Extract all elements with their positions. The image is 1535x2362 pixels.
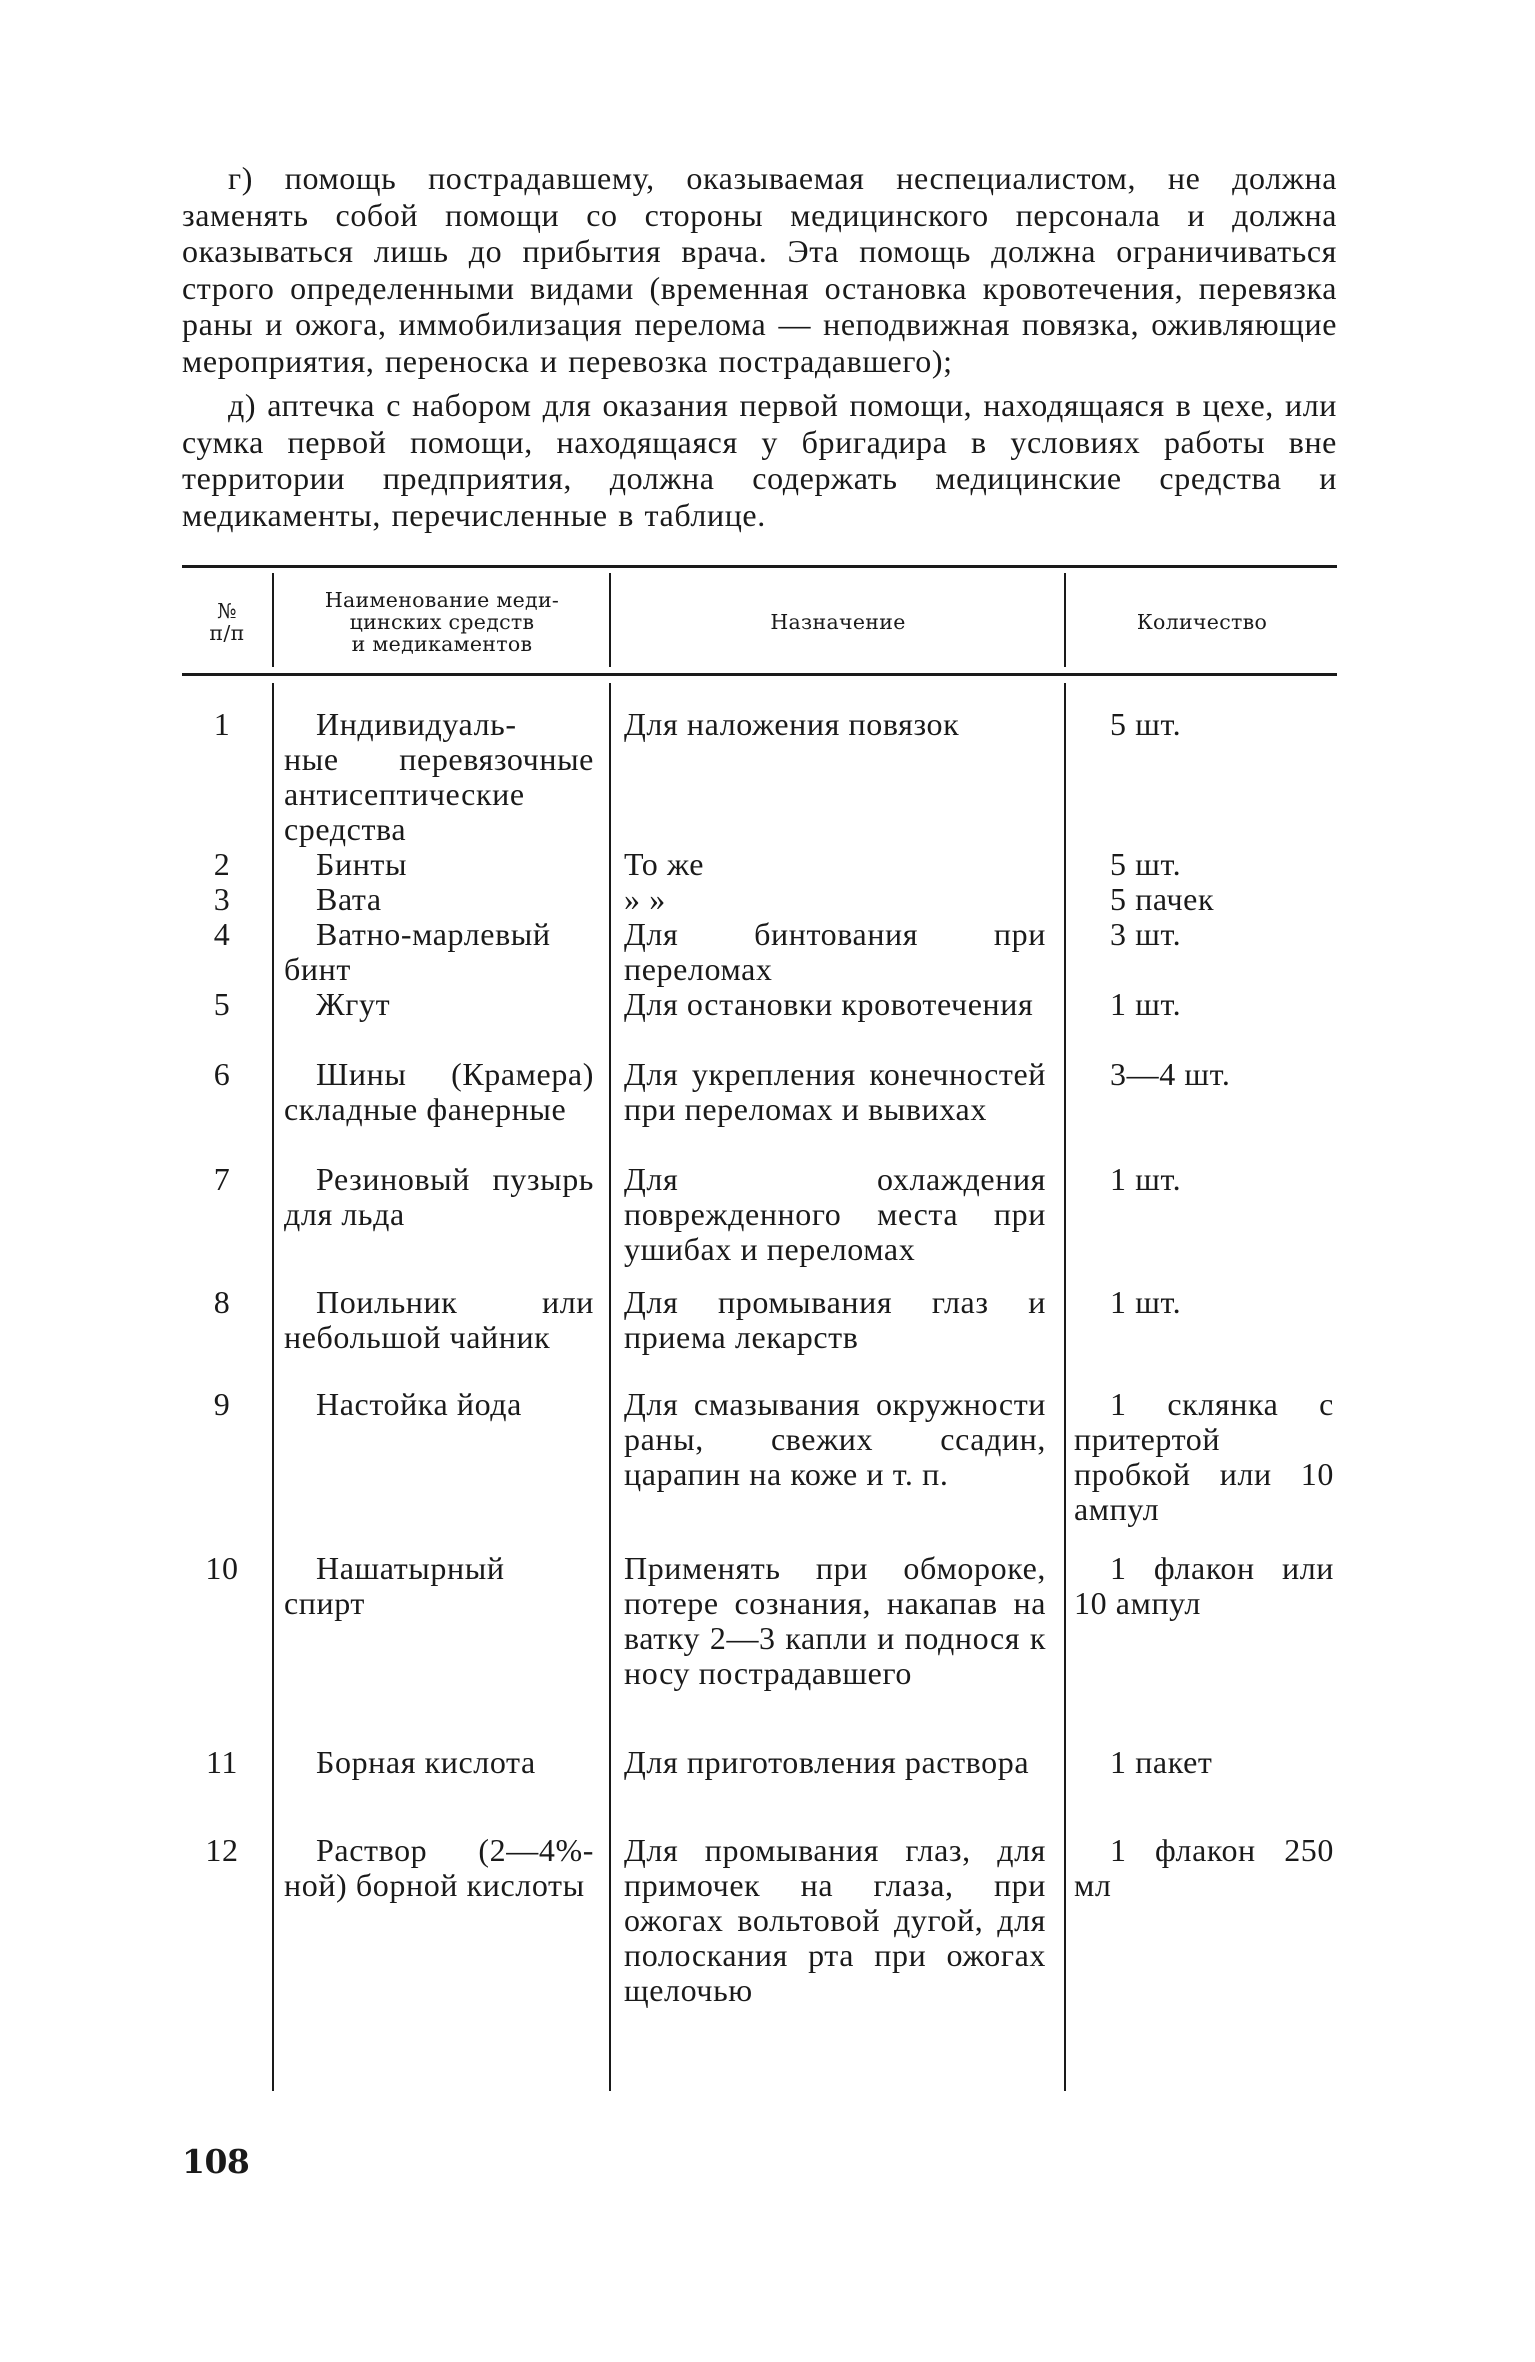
row-name: Ватно-марлевый бинт xyxy=(284,916,551,987)
row-purpose: Для остановки кровотечения xyxy=(624,986,1034,1022)
row-number: 11 xyxy=(205,1744,238,1780)
row-quantity: 1 шт. xyxy=(1110,1284,1182,1320)
row-purpose: Для приготовления раствора xyxy=(624,1744,1030,1780)
row-quantity: 1 склянка с притертой пробкой или 10 ампул xyxy=(1074,1386,1334,1527)
header-purpose: Назначение xyxy=(770,610,906,634)
row-number: 8 xyxy=(213,1284,231,1320)
row-quantity: 5 пачек xyxy=(1110,881,1215,917)
row-name: Индивидуаль- ные перевязочные антисептические средства xyxy=(284,706,594,847)
page-content xyxy=(182,160,1337,2093)
table-top-rule xyxy=(182,565,1337,568)
column-divider xyxy=(609,683,611,2091)
row-quantity: 1 флакон 250 мл xyxy=(1074,1832,1334,1903)
row-purpose: Для наложения повязок xyxy=(624,706,960,742)
row-name: Нашатырный спирт xyxy=(284,1550,505,1621)
row-name: Резиновый пузырь для льда xyxy=(284,1161,594,1232)
row-number: 6 xyxy=(213,1056,231,1092)
row-quantity: 1 шт. xyxy=(1110,1161,1182,1197)
row-number: 1 xyxy=(213,706,231,742)
row-quantity: 1 шт. xyxy=(1110,986,1182,1022)
row-name: Шины (Крамера) складные фанерные xyxy=(284,1056,594,1127)
row-name: Бинты xyxy=(316,846,408,882)
header-divider xyxy=(1064,573,1066,667)
row-quantity: 3 шт. xyxy=(1110,916,1182,952)
row-purpose: Применять при обмороке, потере сознания, накапав на ватку 2—3 капли и поднося к носу пострадавшего xyxy=(624,1550,1046,1691)
row-name: Поильник или небольшой чайник xyxy=(284,1284,594,1355)
row-number: 5 xyxy=(213,986,231,1022)
row-quantity: 1 флакон или 10 ампул xyxy=(1074,1550,1334,1621)
row-number: 7 xyxy=(213,1161,231,1197)
header-divider xyxy=(609,573,611,667)
row-quantity: 3—4 шт. xyxy=(1110,1056,1231,1092)
row-purpose: Для промывания глаз и приема лекарств xyxy=(624,1284,1046,1355)
header-number: № п/п xyxy=(209,599,245,645)
row-quantity: 1 пакет xyxy=(1110,1744,1213,1780)
row-quantity: 5 шт. xyxy=(1110,706,1182,742)
paragraph-d: д) аптечка с набором для оказания первой помощи, находящаяся в цехе, или сумка первой помощи, находящаяся у бригадира в условиях работы вне территории предприятия, должна содержать медицинские средства и медикаменты, перечисленные в таблице. xyxy=(182,387,1337,533)
column-divider xyxy=(272,683,274,2091)
row-number: 9 xyxy=(213,1386,231,1422)
row-purpose: Для бинтования при переломах xyxy=(624,916,1046,987)
header-name: Наименование меди- цинских средств и медикаментов xyxy=(324,588,560,656)
row-purpose: Для охлаждения поврежденного места при ушибах и переломах xyxy=(624,1161,1046,1267)
header-bottom-rule xyxy=(182,673,1337,676)
row-purpose: Для смазывания окружности раны, свежих ссадин, царапин на коже и т. п. xyxy=(624,1386,1046,1492)
row-purpose: То же xyxy=(624,846,705,882)
row-quantity: 5 шт. xyxy=(1110,846,1182,882)
page-number: 108 xyxy=(182,2142,250,2181)
row-name: Борная кислота xyxy=(316,1744,536,1780)
column-divider xyxy=(1064,683,1066,2091)
row-number: 4 xyxy=(213,916,231,952)
row-purpose: Для укрепления конечностей при переломах и вывихах xyxy=(624,1056,1046,1127)
row-purpose: Для промывания глаз, для примочек на глаза, при ожогах вольтовой дугой, для полоскания рта при ожогах щелочью xyxy=(624,1832,1046,2008)
row-name: Жгут xyxy=(316,986,391,1022)
row-number: 2 xyxy=(213,846,231,882)
first-aid-table xyxy=(182,565,1337,2093)
paragraph-g: г) помощь пострадавшему, оказываемая неспециалистом, не должна заменять собой помощи со стороны медицинского персонала и должна оказываться лишь до прибытия врача. Эта помощь должна ограничиваться строго определенными видами (временная остановка кровотечения, перевязка раны и ожога, иммобилизация перелома — неподвижная повязка, оживляющие мероприятия, переноска и перевозка пострадавшего); xyxy=(182,160,1337,379)
row-name: Вата xyxy=(316,881,382,917)
row-purpose: » » xyxy=(624,881,666,917)
row-number: 12 xyxy=(205,1832,239,1868)
row-number: 10 xyxy=(205,1550,239,1586)
row-name: Настойка йода xyxy=(316,1386,522,1422)
header-divider xyxy=(272,573,274,667)
header-quantity: Количество xyxy=(1136,610,1268,634)
row-number: 3 xyxy=(213,881,231,917)
row-name: Раствор (2—4%-ной) борной кислоты xyxy=(284,1832,594,1903)
